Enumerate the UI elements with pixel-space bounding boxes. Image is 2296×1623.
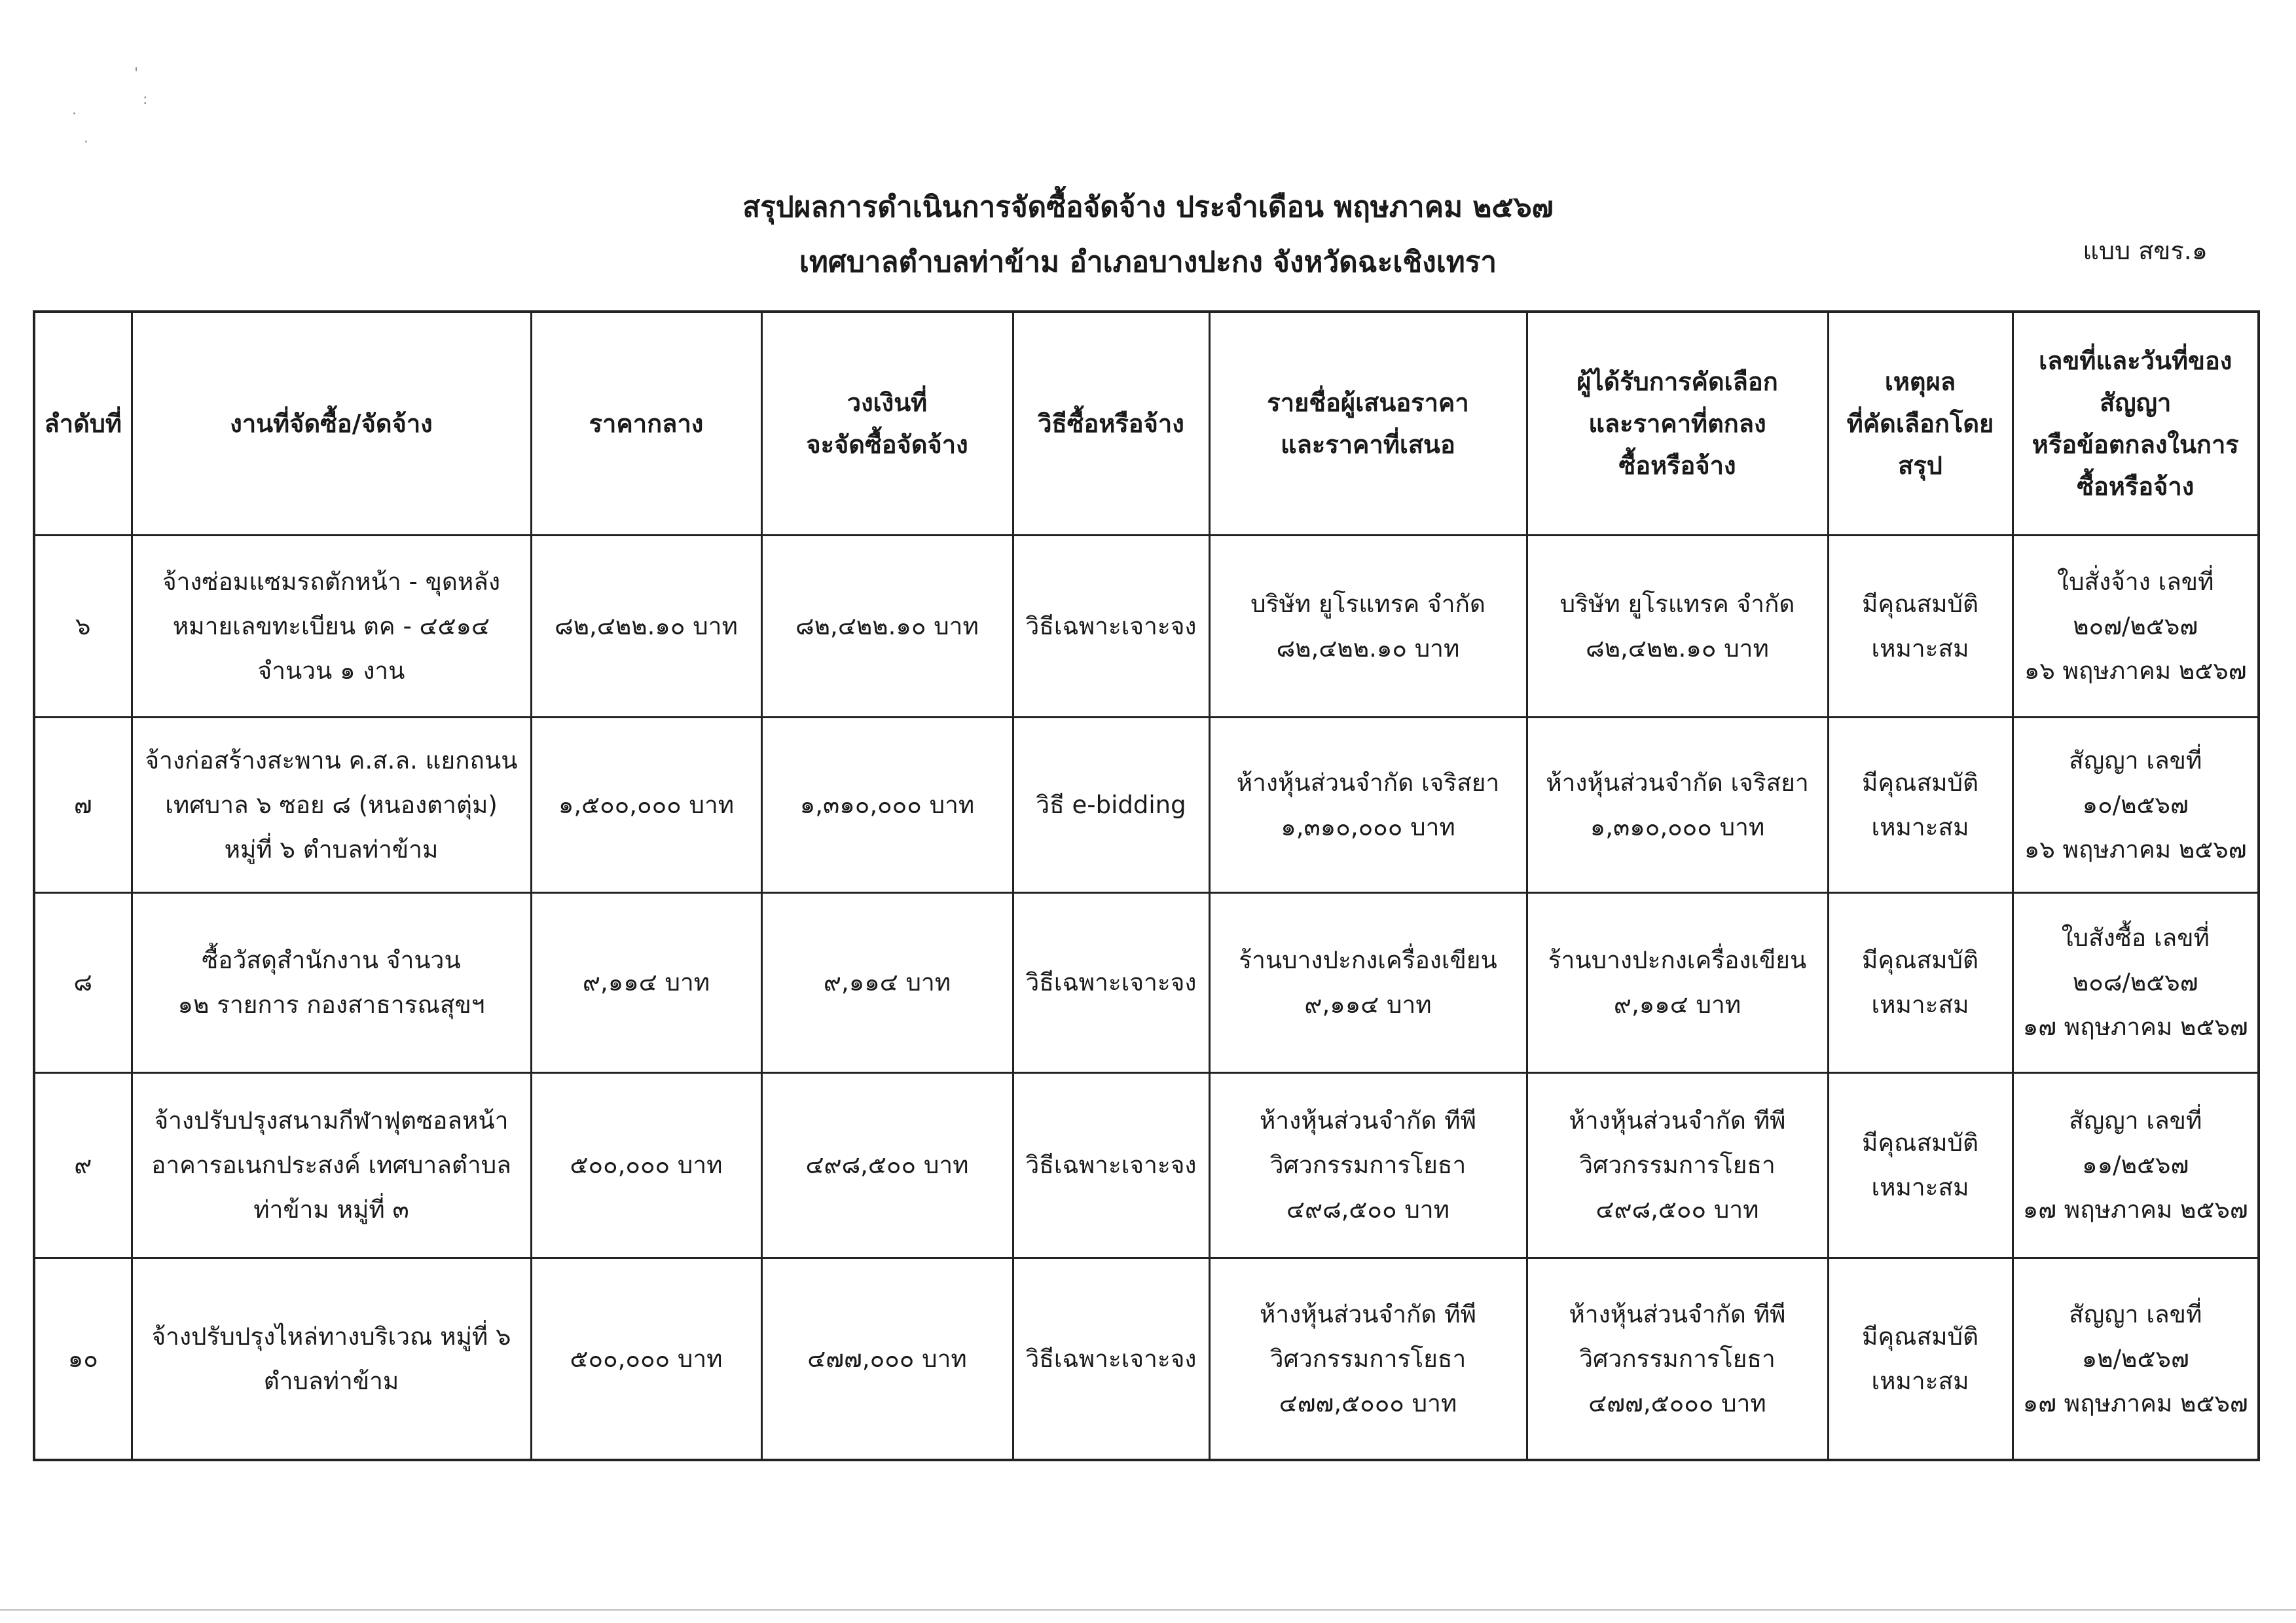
cell-line: เหตุผล <box>1884 367 1956 396</box>
page-bottom-rule <box>0 1609 2296 1611</box>
document-title <box>0 180 2296 290</box>
cell-line: ๙,๑๑๔ บาท <box>1304 991 1432 1019</box>
cell-line: จ้างปรับปรุงไหล่ทางบริเวณ หมู่ที่ ๖ <box>151 1322 511 1351</box>
cell-line: หรือข้อตกลงในการ <box>2032 430 2239 459</box>
procurement-table <box>33 310 2260 1461</box>
cell-reason <box>1828 1073 2013 1258</box>
cell-line: ๑๑/๒๕๖๗ <box>2082 1151 2189 1179</box>
cell-method: วิธีเฉพาะเจาะจง <box>1013 1258 1209 1461</box>
cell-line: ๑๖ พฤษภาคม ๒๕๖๗ <box>2024 835 2247 864</box>
cell-line: จำนวน ๑ งาน <box>257 656 405 685</box>
cell-line: วิศวกรรมการโยธา <box>1269 1151 1467 1179</box>
cell-budget: ๔๙๘,๕๐๐ บาท <box>761 1073 1013 1258</box>
cell-no: ๘ <box>34 893 132 1073</box>
cell-method: วิธีเฉพาะเจาะจง <box>1013 893 1209 1073</box>
cell-line: ห้างหุ้นส่วนจำกัด เจริสยา <box>1546 768 1809 797</box>
cell-median-price: ๑,๕๐๐,๐๐๐ บาท <box>531 718 761 893</box>
cell-work <box>132 1073 531 1258</box>
cell-selected <box>1527 1073 1828 1258</box>
cell-selected <box>1527 536 1828 718</box>
cell-line: ห้างหุ้นส่วนจำกัด ทีพี <box>1569 1106 1786 1135</box>
cell-work <box>132 893 531 1073</box>
header-col-no <box>34 312 132 536</box>
cell-budget: ๔๗๗,๐๐๐ บาท <box>761 1258 1013 1461</box>
cell-line: ๑,๓๑๐,๐๐๐ บาท <box>1590 812 1765 841</box>
cell-line: มีคุณสมบัติ <box>1862 946 1978 974</box>
cell-line: เหมาะสม <box>1871 634 1969 663</box>
cell-budget: ๙,๑๑๔ บาท <box>761 893 1013 1073</box>
cell-no: ๗ <box>34 718 132 893</box>
cell-line: ราคากลาง <box>589 409 704 438</box>
cell-line: ใบสังซื้อ เลขที่ <box>2061 924 2210 952</box>
cell-no: ๙ <box>34 1073 132 1258</box>
cell-line: วิศวกรรมการโยธา <box>1579 1151 1776 1179</box>
cell-line: มีคุณสมบัติ <box>1862 589 1978 618</box>
header-col-bidders <box>1209 312 1527 536</box>
cell-line: ๑๒ รายการ กองสาธารณสุขฯ <box>177 991 485 1019</box>
cell-line: สรุป <box>1898 451 1942 480</box>
cell-reason <box>1828 893 2013 1073</box>
cell-line: ๔๗๗,๕๐๐๐ บาท <box>1279 1389 1457 1417</box>
form-code: แบบ สขร.๑ <box>2083 236 2208 265</box>
cell-line: งานที่จัดซื้อ/จัดจ้าง <box>230 409 433 438</box>
cell-contract <box>2013 718 2259 893</box>
header-col-budget <box>761 312 1013 536</box>
cell-line: วิธีซื้อหรือจ้าง <box>1038 409 1184 438</box>
cell-line: ซื้อหรือจ้าง <box>2077 472 2195 501</box>
cell-bidders <box>1209 1073 1527 1258</box>
cell-budget: ๘๒,๔๒๒.๑๐ บาท <box>761 536 1013 718</box>
cell-line: ซื้อวัสดุสำนักงาน จำนวน <box>202 946 461 974</box>
cell-selected <box>1527 718 1828 893</box>
cell-line: ผู้ได้รับการคัดเลือก <box>1576 367 1778 396</box>
cell-selected <box>1527 893 1828 1073</box>
header-col-median-price <box>531 312 761 536</box>
cell-line: วิศวกรรมการโยธา <box>1579 1344 1776 1373</box>
cell-line: จ้างปรับปรุงสนามกีฬาฟุตซอลหน้า <box>154 1106 509 1135</box>
cell-line: ๔๙๘,๕๐๐ บาท <box>1286 1195 1449 1224</box>
cell-line: วงเงินที่ <box>847 388 928 417</box>
header-col-reason <box>1828 312 2013 536</box>
cell-line: เทศบาล ๖ ซอย ๘ (หนองตาตุ่ม) <box>165 790 498 819</box>
cell-contract <box>2013 1258 2259 1461</box>
table-row <box>34 1258 2259 1461</box>
cell-contract <box>2013 1073 2259 1258</box>
cell-line: ๑๗ พฤษภาคม ๒๕๖๗ <box>2022 1389 2248 1417</box>
title-line-1: สรุปผลการดำเนินการจัดซื้อจัดจ้าง ประจำเดือน พฤษภาคม ๒๕๖๗ <box>742 191 1554 224</box>
cell-line: เหมาะสม <box>1871 812 1969 841</box>
cell-line: มีคุณสมบัติ <box>1862 1129 1978 1157</box>
cell-line: ห้างหุ้นส่วนจำกัด ทีพี <box>1260 1300 1476 1328</box>
header-col-selected <box>1527 312 1828 536</box>
cell-bidders <box>1209 893 1527 1073</box>
cell-work <box>132 1258 531 1461</box>
cell-line: ลำดับที่ <box>44 409 122 438</box>
cell-line: มีคุณสมบัติ <box>1862 1322 1978 1351</box>
cell-median-price: ๕๐๐,๐๐๐ บาท <box>531 1258 761 1461</box>
cell-budget: ๑,๓๑๐,๐๐๐ บาท <box>761 718 1013 893</box>
cell-line: ๑๗ พฤษภาคม ๒๕๖๗ <box>2022 1013 2248 1041</box>
cell-line: ตำบลท่าข้าม <box>263 1366 399 1395</box>
scan-speck: : <box>143 92 148 108</box>
cell-line: บริษัท ยูโรแทรค จำกัด <box>1559 589 1795 618</box>
cell-work <box>132 718 531 893</box>
table-row <box>34 718 2259 893</box>
cell-line: ๑๒/๒๕๖๗ <box>2081 1344 2189 1373</box>
cell-bidders <box>1209 536 1527 718</box>
table-row <box>34 1073 2259 1258</box>
cell-line: ๒๐๘/๒๕๖๗ <box>2072 968 2198 996</box>
cell-reason <box>1828 1258 2013 1461</box>
scan-speck: · <box>84 134 88 151</box>
cell-bidders <box>1209 1258 1527 1461</box>
cell-line: ๑๐/๒๕๖๗ <box>2082 790 2189 819</box>
scan-speck: · <box>72 106 77 122</box>
cell-line: หมู่ที่ ๖ ตำบลท่าข้าม <box>224 835 439 864</box>
cell-no: ๖ <box>34 536 132 718</box>
cell-line: ๙,๑๑๔ บาท <box>1613 991 1741 1019</box>
cell-line: ห้างหุ้นส่วนจำกัด เจริสยา <box>1236 768 1500 797</box>
cell-line: หมายเลขทะเบียน ตค - ๔๕๑๔ <box>172 611 490 640</box>
cell-line: ๑,๓๑๐,๐๐๐ บาท <box>1281 812 1455 841</box>
cell-line: สัญญา เลขที่ <box>2069 746 2202 775</box>
cell-method: วิธีเฉพาะเจาะจง <box>1013 536 1209 718</box>
cell-line: ร้านบางปะกงเครื่องเขียน <box>1548 946 1807 974</box>
cell-line: ท่าข้าม หมู่ที่ ๓ <box>253 1195 409 1224</box>
table-body <box>34 536 2259 1461</box>
cell-line: ซื้อหรือจ้าง <box>1618 451 1736 480</box>
cell-line: จ้างซ่อมแซมรถตักหน้า - ขุดหลัง <box>162 567 501 596</box>
cell-line: ๑๗ พฤษภาคม ๒๕๖๗ <box>2022 1195 2248 1224</box>
cell-median-price: ๕๐๐,๐๐๐ บาท <box>531 1073 761 1258</box>
cell-work <box>132 536 531 718</box>
cell-line: ๑๖ พฤษภาคม ๒๕๖๗ <box>2024 656 2247 685</box>
header-col-contract <box>2013 312 2259 536</box>
cell-line: จะจัดซื้อจัดจ้าง <box>806 430 968 459</box>
cell-line: สัญญา <box>2100 388 2172 417</box>
cell-line: เหมาะสม <box>1871 1366 1969 1395</box>
cell-line: สัญญา เลขที่ <box>2069 1106 2202 1135</box>
cell-line: เลขที่และวันที่ของ <box>2039 346 2232 375</box>
cell-line: ห้างหุ้นส่วนจำกัด ทีพี <box>1569 1300 1786 1328</box>
table-row <box>34 893 2259 1073</box>
cell-line: มีคุณสมบัติ <box>1862 768 1978 797</box>
cell-line: วิศวกรรมการโยธา <box>1269 1344 1467 1373</box>
cell-median-price: ๙,๑๑๔ บาท <box>531 893 761 1073</box>
cell-line: รายชื่อผู้เสนอราคา <box>1267 388 1469 417</box>
cell-line: สัญญา เลขที่ <box>2069 1300 2202 1328</box>
cell-line: และราคาที่ตกลง <box>1588 409 1766 438</box>
cell-reason <box>1828 536 2013 718</box>
header-col-method <box>1013 312 1209 536</box>
cell-line: ห้างหุ้นส่วนจำกัด ทีพี <box>1260 1106 1476 1135</box>
cell-line: ๘๒,๔๒๒.๑๐ บาท <box>1586 634 1769 663</box>
cell-line: ๒๐๗/๒๕๖๗ <box>2073 611 2198 640</box>
cell-no: ๑๐ <box>34 1258 132 1461</box>
cell-line: บริษัท ยูโรแทรค จำกัด <box>1250 589 1485 618</box>
cell-median-price: ๘๒,๔๒๒.๑๐ บาท <box>531 536 761 718</box>
cell-line: เหมาะสม <box>1871 1173 1969 1201</box>
cell-line: จ้างก่อสร้างสะพาน ค.ส.ล. แยกถนน <box>145 746 518 775</box>
cell-line: อาคารอเนกประสงค์ เทศบาลตำบล <box>151 1151 511 1179</box>
cell-line: ร้านบางปะกงเครื่องเขียน <box>1239 946 1497 974</box>
cell-selected <box>1527 1258 1828 1461</box>
title-line-2: เทศบาลตำบลท่าข้าม อำเภอบางปะกง จังหวัดฉะเชิงเทรา <box>799 246 1497 279</box>
cell-line: ๘๒,๔๒๒.๑๐ บาท <box>1276 634 1460 663</box>
cell-line: ๔๙๘,๕๐๐ บาท <box>1595 1195 1759 1224</box>
scan-speck: ' <box>134 65 139 82</box>
header-col-work <box>132 312 531 536</box>
cell-contract <box>2013 536 2259 718</box>
cell-line: ๔๗๗,๕๐๐๐ บาท <box>1588 1389 1766 1417</box>
table-row <box>34 536 2259 718</box>
cell-line: ใบสั่งจ้าง เลขที่ <box>2057 567 2214 596</box>
cell-bidders <box>1209 718 1527 893</box>
table-header-row <box>34 312 2259 536</box>
cell-method: วิธี e-bidding <box>1013 718 1209 893</box>
cell-line: เหมาะสม <box>1871 991 1969 1019</box>
cell-method: วิธีเฉพาะเจาะจง <box>1013 1073 1209 1258</box>
cell-line: ที่คัดเลือกโดย <box>1846 409 1994 438</box>
cell-contract <box>2013 893 2259 1073</box>
cell-reason <box>1828 718 2013 893</box>
cell-line: และราคาที่เสนอ <box>1281 430 1455 459</box>
